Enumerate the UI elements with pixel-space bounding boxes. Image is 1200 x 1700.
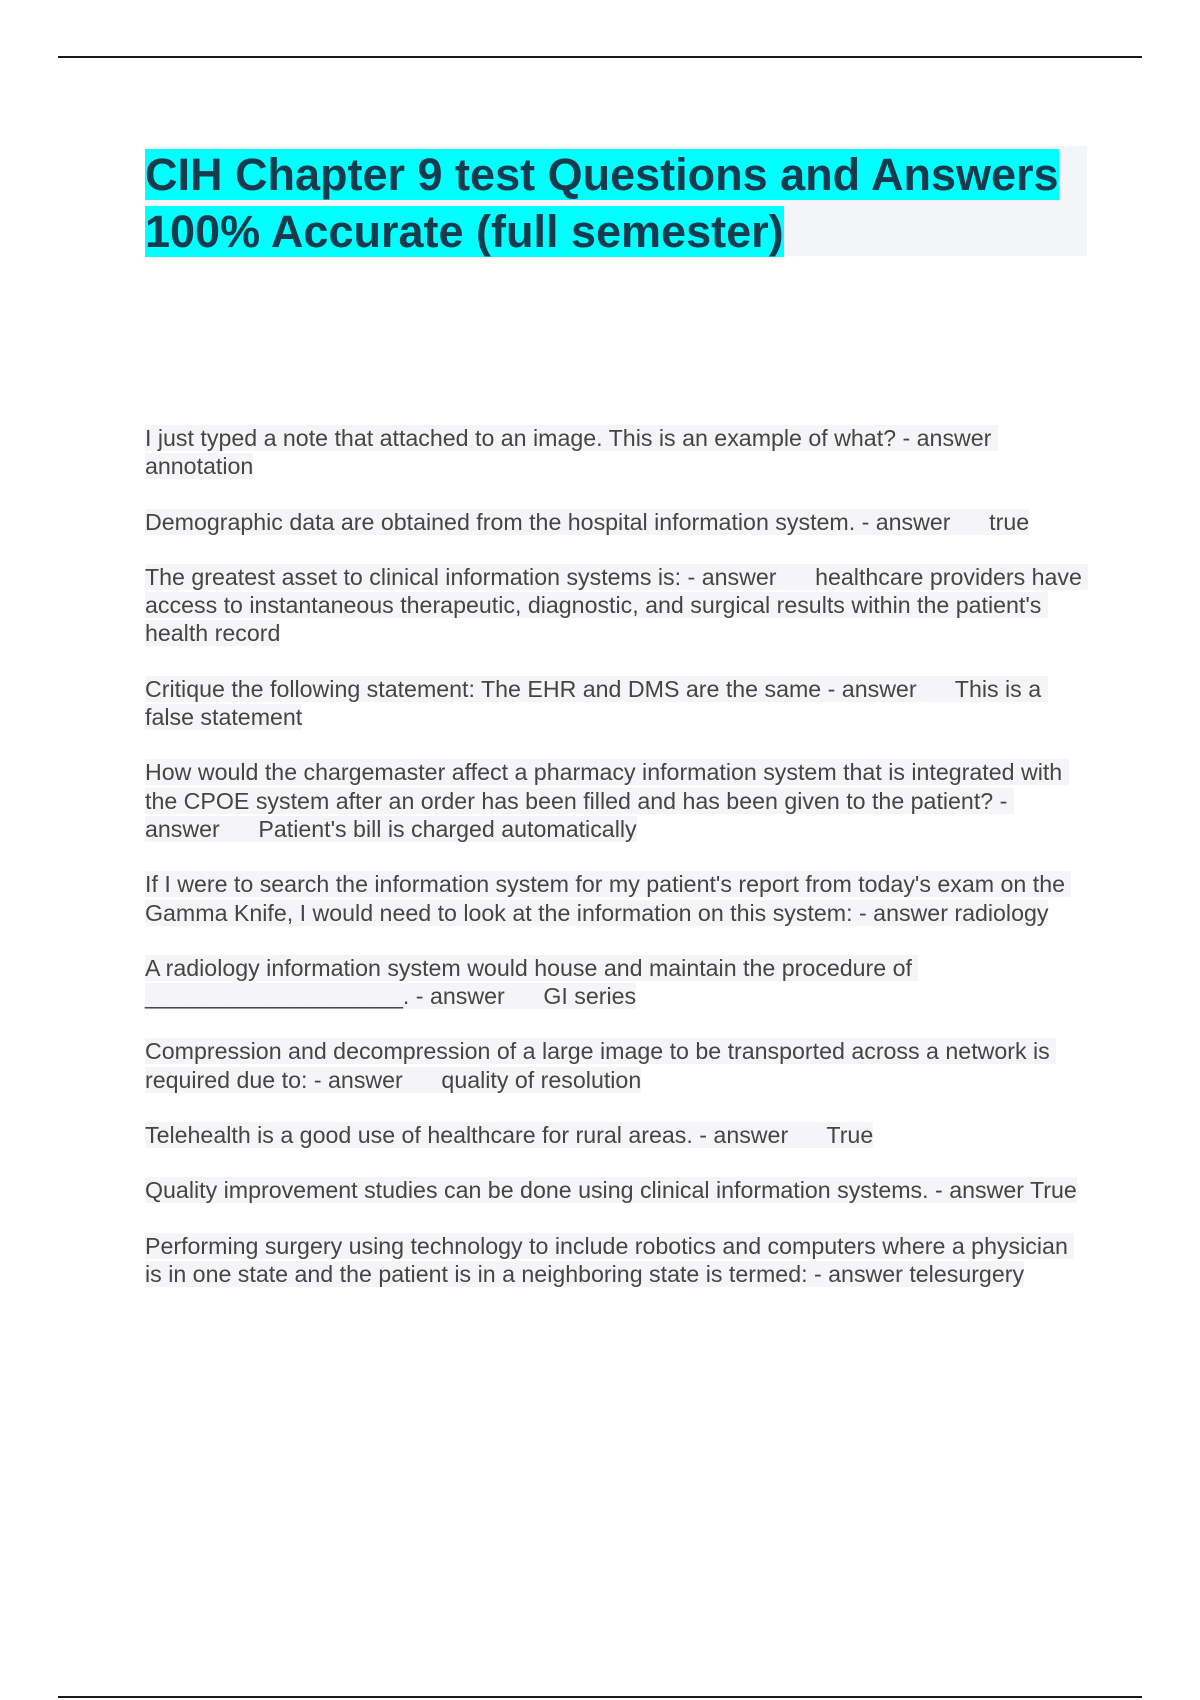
qa-item — [145, 675, 1085, 732]
qa-text: I just typed a note that attached to an image. This is an example of what? - answer annotation — [145, 425, 998, 480]
qa-text: Critique the following statement: The EHR and DMS are the same - answer This is a false statement — [145, 675, 1048, 731]
qa-item — [145, 1037, 1085, 1094]
document-title — [145, 146, 1087, 260]
title-block — [145, 146, 1087, 256]
qa-text: Compression and decompression of a large image to be transported across a network is required due to: - answer quality of resolution — [145, 1038, 1057, 1093]
qa-text: How would the chargemaster affect a pharmacy information system that is integrated with the CPOE system after an order has been filled and has been given to the patient? - answer Patient's bill is charged automatically — [145, 759, 1069, 842]
qa-text: Telehealth is a good use of healthcare for rural areas. - answer True — [145, 1122, 874, 1149]
qa-text: The greatest asset to clinical information systems is: - answer healthcare providers have access to instantaneous therapeutic, diagnostic, and surgical results within the patient's health record — [145, 563, 1089, 647]
qa-item — [145, 1176, 1085, 1204]
qa-item — [145, 1232, 1085, 1289]
qa-text: A radiology information system would house and maintain the procedure of ____________________. - answer GI series — [145, 954, 919, 1010]
qa-item — [145, 1121, 1085, 1149]
qa-item — [145, 758, 1085, 843]
qa-item — [145, 954, 1085, 1011]
qa-item — [145, 563, 1089, 648]
qa-text: Demographic data are obtained from the hospital information system. - answer true — [145, 508, 1030, 535]
qa-item — [145, 424, 1085, 481]
qa-text: If I were to search the information system for my patient's report from today's exam on the Gamma Knife, I would need to look at the information on this system: - answer radiology — [145, 871, 1072, 926]
header-rule — [58, 56, 1142, 58]
qa-text: Quality improvement studies can be done using clinical information systems. - answer True — [145, 1177, 1077, 1204]
qa-item — [145, 508, 1085, 536]
qa-list — [145, 424, 1089, 1315]
qa-text: Performing surgery using technology to include robotics and computers where a physician is in one state and the patient is in a neighboring state is termed: - answer telesurgery — [145, 1232, 1075, 1287]
document-title-text: CIH Chapter 9 test Questions and Answers 100% Accurate (full semester) — [145, 149, 1059, 257]
footer-rule — [58, 1696, 1142, 1698]
qa-item — [145, 870, 1085, 927]
